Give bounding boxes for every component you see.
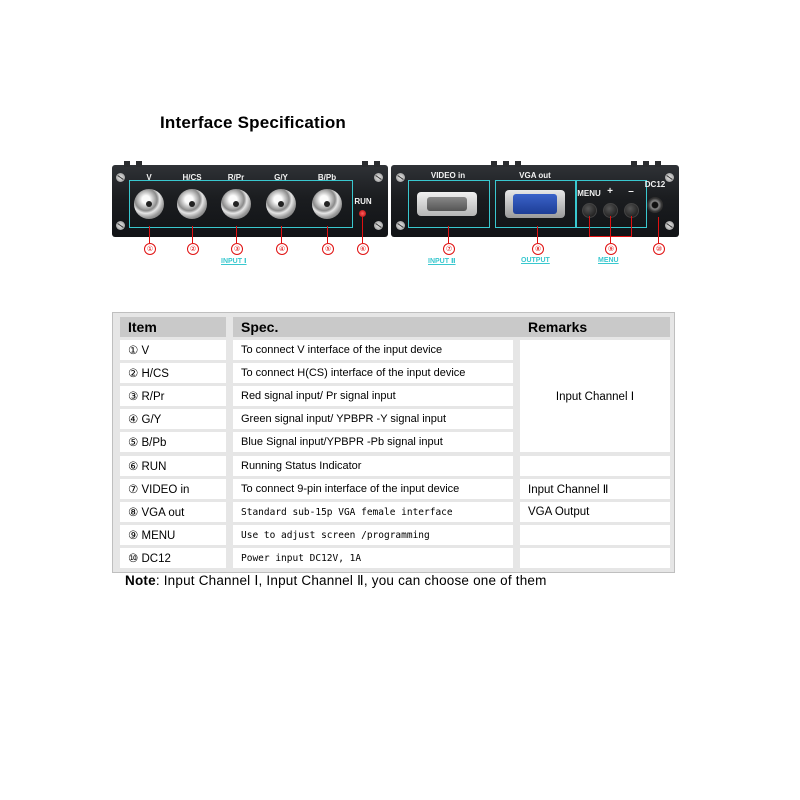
callout-line <box>149 226 150 243</box>
table-row-item: ⑦ VIDEO in <box>120 479 226 499</box>
group-label-input-2: INPUT Ⅱ <box>428 258 456 265</box>
table-row-item: ③ R/Pr <box>120 386 226 406</box>
bnc-connector-v <box>134 189 164 219</box>
callout-number-1: ① <box>144 243 156 255</box>
table-row-spec: Use to adjust screen /programming <box>233 525 513 545</box>
bnc-connector-rpr <box>221 189 251 219</box>
table-row-item: ⑤ B/Pb <box>120 432 226 452</box>
note <box>125 573 547 589</box>
callout-line <box>281 226 282 243</box>
dc-jack <box>647 197 663 213</box>
table-row-remarks: Input Channel Ⅱ <box>520 479 670 499</box>
table-row-item: ⑧ VGA out <box>120 502 226 522</box>
table-row-spec: Power input DC12V, 1A <box>233 548 513 568</box>
table-row-spec: Running Status Indicator <box>233 456 513 476</box>
callout-number-5: ⑤ <box>322 243 334 255</box>
callout-line <box>327 226 328 243</box>
table-row-item: ④ G/Y <box>120 409 226 429</box>
port-label-bpb: B/Pb <box>317 173 337 182</box>
note-label: Note <box>125 573 156 588</box>
spec-table <box>112 312 675 573</box>
group-label-menu: MENU <box>598 257 619 264</box>
table-row-remarks <box>520 548 670 568</box>
callout-line <box>362 217 363 243</box>
table-row-item: ① V <box>120 340 226 360</box>
io-panel-right <box>391 165 679 237</box>
page-title: Interface Specification <box>160 113 346 132</box>
table-row-spec: Red signal input/ Pr signal input <box>233 386 513 406</box>
callout-number-4: ④ <box>276 243 288 255</box>
table-row-item: ② H/CS <box>120 363 226 383</box>
table-row-remarks: VGA Output <box>520 502 670 522</box>
run-label: RUN <box>354 197 372 206</box>
callout-number-6: ⑥ <box>357 243 369 255</box>
bnc-connector-gy <box>266 189 296 219</box>
header-spec: Spec. <box>233 317 631 337</box>
callout-line <box>610 216 611 243</box>
callout-number-2: ② <box>187 243 199 255</box>
callout-number-7: ⑦ <box>443 243 455 255</box>
note-text: : Input Channel Ⅰ, Input Channel Ⅱ, you can choose one of them <box>155 573 547 588</box>
callout-number-9: ⑨ <box>605 243 617 255</box>
callout-number-8: ⑧ <box>532 243 544 255</box>
db9-connector <box>417 192 477 216</box>
screw-icon <box>374 221 383 230</box>
port-label-v: V <box>146 173 152 182</box>
menu-label: MENU <box>577 189 601 198</box>
table-row-item: ⑩ DC12 <box>120 548 226 568</box>
callout-line <box>589 236 632 237</box>
table-row-spec: Green signal input/ YPBPR -Y signal input <box>233 409 513 429</box>
port-label-gy: G/Y <box>274 173 288 182</box>
table-row-remarks <box>520 525 670 545</box>
bnc-connector-bpb <box>312 189 342 219</box>
run-led <box>359 210 366 217</box>
table-row-spec: To connect 9-pin interface of the input device <box>233 479 513 499</box>
table-row-spec: To connect V interface of the input device <box>233 340 513 360</box>
table-row-spec: To connect H(CS) interface of the input device <box>233 363 513 383</box>
screw-icon <box>116 173 125 182</box>
minus-label: – <box>628 186 634 197</box>
vga-connector <box>505 190 565 218</box>
merged-remark-cell: Input Channel Ⅰ <box>520 340 670 452</box>
input-panel-left <box>112 165 388 237</box>
plus-label: + <box>607 186 613 197</box>
callout-line <box>236 226 237 243</box>
group-label-input-1: INPUT Ⅰ <box>221 258 247 265</box>
callout-line <box>448 226 449 243</box>
screw-icon <box>116 221 125 230</box>
callout-line <box>631 216 632 236</box>
group-label-output: OUTPUT <box>521 257 550 264</box>
table-row-spec: Standard sub-15p VGA female interface <box>233 502 513 522</box>
callout-line <box>589 216 590 236</box>
dc12-label: DC12 <box>644 180 666 189</box>
table-row-remarks <box>520 456 670 476</box>
header-remarks: Remarks <box>520 317 670 337</box>
header-item: Item <box>120 317 226 337</box>
port-label-hcs: H/CS <box>182 173 202 182</box>
vga-out-label: VGA out <box>519 171 551 180</box>
screw-icon <box>396 173 405 182</box>
screw-icon <box>665 221 674 230</box>
video-in-label: VIDEO in <box>430 171 466 180</box>
table-row-spec: Blue Signal input/YPBPR -Pb signal input <box>233 432 513 452</box>
screw-icon <box>396 221 405 230</box>
callout-line <box>192 226 193 243</box>
table-row-item: ⑨ MENU <box>120 525 226 545</box>
callout-line <box>537 226 538 243</box>
table-row-item: ⑥ RUN <box>120 456 226 476</box>
callout-line <box>658 217 659 243</box>
bnc-connector-hcs <box>177 189 207 219</box>
port-label-rpr: R/Pr <box>227 173 245 182</box>
callout-number-10: ⑩ <box>653 243 665 255</box>
screw-icon <box>374 173 383 182</box>
callout-number-3: ③ <box>231 243 243 255</box>
